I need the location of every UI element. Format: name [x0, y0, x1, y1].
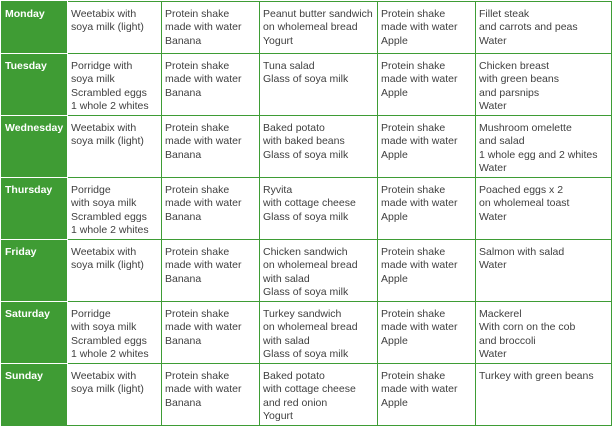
table-row [2, 364, 612, 426]
meal-cell: Chicken sandwich on wholemeal bread with salad Glass of soya milk [260, 240, 378, 302]
day-label: Friday [2, 240, 68, 302]
meal-cell: Protein shake made with water Banana [162, 364, 260, 426]
meal-cell: Tuna salad Glass of soya milk [260, 54, 378, 116]
meal-cell: Protein shake made with water Banana [162, 240, 260, 302]
meal-cell: Porridge with soya milk Scrambled eggs 1 whole 2 whites [68, 302, 162, 364]
meal-cell: Protein shake made with water Apple [378, 54, 476, 116]
meal-cell: Turkey with green beans [476, 364, 612, 426]
day-label: Monday [2, 2, 68, 54]
table-row [2, 302, 612, 364]
meal-cell: Protein shake made with water Apple [378, 2, 476, 54]
meal-cell: Protein shake made with water Banana [162, 302, 260, 364]
meal-cell: Porridge with soya milk Scrambled eggs 1 whole 2 whites [68, 54, 162, 116]
meal-cell: Weetabix with soya milk (light) [68, 364, 162, 426]
meal-cell: Turkey sandwich on wholemeal bread with salad Glass of soya milk [260, 302, 378, 364]
meal-cell: Weetabix with soya milk (light) [68, 116, 162, 178]
day-label: Wednesday [2, 116, 68, 178]
meal-cell: Baked potato with baked beans Glass of soya milk [260, 116, 378, 178]
meal-cell: Porridge with soya milk Scrambled eggs 1 whole 2 whites [68, 178, 162, 240]
meal-cell: Protein shake made with water Apple [378, 364, 476, 426]
meal-cell: Protein shake made with water Banana [162, 2, 260, 54]
meal-cell: Protein shake made with water Banana [162, 178, 260, 240]
day-label: Sunday [2, 364, 68, 426]
day-label: Thursday [2, 178, 68, 240]
meal-cell: Fillet steak and carrots and peas Water [476, 2, 612, 54]
meal-cell: Weetabix with soya milk (light) [68, 240, 162, 302]
meal-cell: Ryvita with cottage cheese Glass of soya milk [260, 178, 378, 240]
table-row [2, 54, 612, 116]
meal-cell: Salmon with salad Water [476, 240, 612, 302]
day-label: Saturday [2, 302, 68, 364]
meal-cell: Baked potato with cottage cheese and red onion Yogurt [260, 364, 378, 426]
meal-cell: Peanut butter sandwich on wholemeal bread Yogurt [260, 2, 378, 54]
meal-cell: Mushroom omelette and salad 1 whole egg and 2 whites Water [476, 116, 612, 178]
meal-cell: Poached eggs x 2 on wholemeal toast Water [476, 178, 612, 240]
meal-cell: Protein shake made with water Apple [378, 178, 476, 240]
table-row [2, 178, 612, 240]
meal-cell: Protein shake made with water Apple [378, 302, 476, 364]
table-row [2, 2, 612, 54]
meal-cell: Chicken breast with green beans and parsnips Water [476, 54, 612, 116]
meal-cell: Weetabix with soya milk (light) [68, 2, 162, 54]
meal-cell: Protein shake made with water Banana [162, 116, 260, 178]
meal-cell: Mackerel With corn on the cob and broccoli Water [476, 302, 612, 364]
meal-cell: Protein shake made with water Banana [162, 54, 260, 116]
meal-cell: Protein shake made with water Apple [378, 116, 476, 178]
day-label: Tuesday [2, 54, 68, 116]
meal-cell: Protein shake made with water Apple [378, 240, 476, 302]
table-row [2, 240, 612, 302]
meal-plan-table [1, 1, 612, 426]
table-row [2, 116, 612, 178]
